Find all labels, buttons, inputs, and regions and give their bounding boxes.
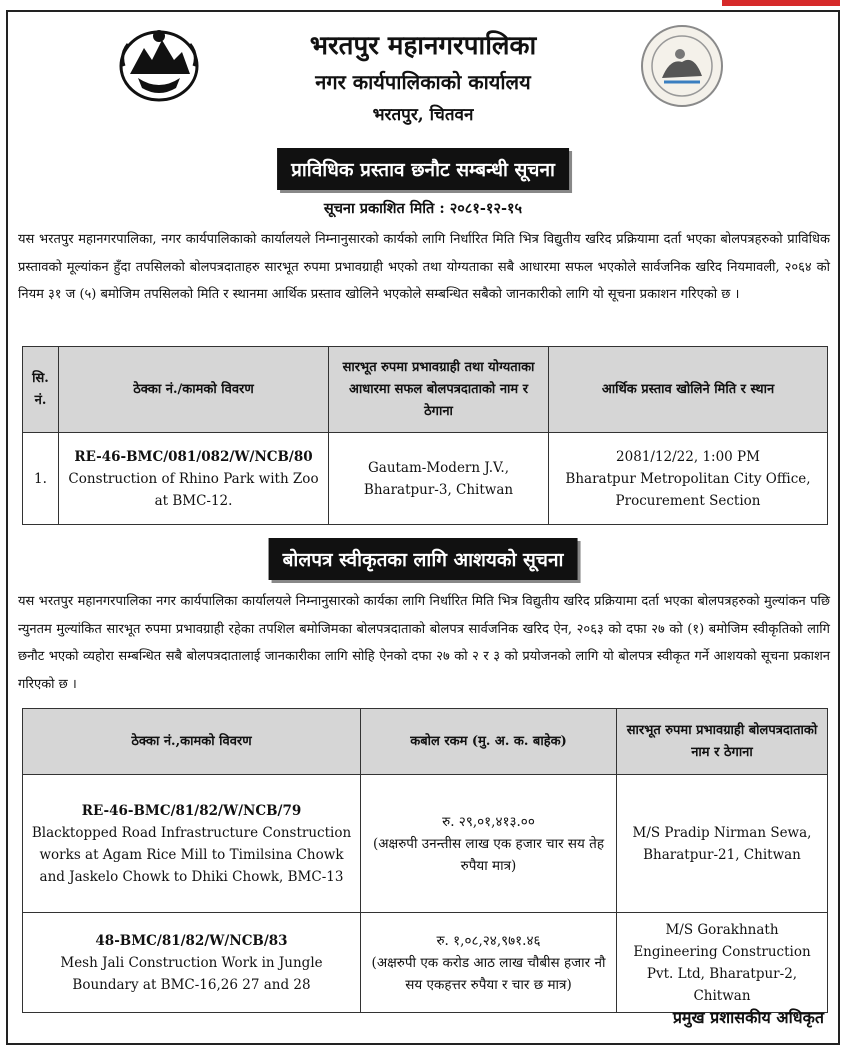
bidder-name-address: M/S Pradip Nirman Sewa, Bharatpur-21, Chitwan: [617, 775, 828, 913]
bid-amount-words: (अक्षरुपी एक करोड आठ लाख चौबीस हजार नौ सय एकहत्तर रुपैया र चार छ मात्र): [371, 954, 606, 993]
contract-number: RE-46-BMC/81/82/W/NCB/79: [81, 802, 302, 819]
col-amount-header: कबोल रकम (मु. अ. क. बाहेक): [361, 709, 617, 775]
col-contract-header: ठेक्का नं.,कामको विवरण: [23, 709, 361, 775]
contract-cell: [23, 913, 361, 1013]
contract-number: 48-BMC/81/82/W/NCB/83: [95, 932, 288, 949]
intent-notice-body: यस भरतपुर महानगरपालिका नगर कार्यपालिका कार्यालयले निम्नानुसारको कार्यका लागि निर्धारित मिति भित्र विद्युतीय खरिद प्रक्रियामा दर्ता भएका बोलपत्रहरुको मुल्यांकन पछि न्युनतम मुल्यांकित सारभूत रुपमा प्रभावग्राही रहेका तपशिल बमोजिमका बोलपत्रदाताको बोलपत्र सार्वजनिक खरिद ऐन, २०६३ को दफा २७ को (१) बमोजिम स्वीकृतिको लागि छनौट भएको व्यहोरा सम्बन्धित सबै बोलपत्रदातालाई जानकारीका लागि सोहि ऐनको दफा २७ को २ र ३ को प्रयोजनको लागि यो बोलपत्र स्वीकृत गर्ने आशयको सूचना प्रकाशन गरिएको छ ।: [18, 594, 830, 692]
technical-proposal-table: [22, 346, 828, 525]
col-contract-header: ठेक्का नं./कामको विवरण: [59, 347, 329, 433]
notice-document: [6, 10, 840, 1045]
bid-amount: रु. १,०८,२४,९७१.४६: [436, 932, 541, 949]
work-description: Blacktopped Road Infrastructure Construction works at Agam Rice Mill to Timilsina Chowk and Jaskelo Chowk to Dhiki Chowk, BMC-13: [31, 824, 352, 885]
office-location: भरतपुर, चितवन: [372, 105, 474, 125]
bid-amount-words: (अक्षरुपी उनन्तीस लाख एक हजार चार सय तेह रुपैया मात्र): [372, 835, 605, 874]
technical-notice-body: यस भरतपुर महानगरपालिका, नगर कार्यपालिकाको कार्यालयले निम्नानुसारको कार्यको लागि निर्धारित मिति भित्र विद्युतीय खरिद प्रक्रियामा दर्ता भएका बोलपत्रहरुको प्राविधिक प्रस्तावको मूल्यांकन हुँदा तपसिलको बोलपत्रदाताहरु सारभूत रुपमा प्रभावग्राही भएको तथा योग्यताका सबै आधारमा सफल भएकोले सार्वजनिक खरिद नियमावली, २०६४ को नियम ३१ ज (५) बमोजिम तपसिलको मिति र स्थानमा आर्थिक प्रस्ताव खोलिने भएकोले सम्बन्धित सबैको जानकारीको लागि यो सूचना प्रकाशन गरिएको छ ।: [18, 232, 830, 302]
intent-award-table: [22, 708, 828, 1013]
bid-amount-cell: [361, 775, 617, 913]
work-description: Mesh Jali Construction Work in Jungle Boundary at BMC-16,26 27 and 28: [60, 954, 323, 993]
bid-amount-cell: [361, 913, 617, 1013]
col-opening-header: आर्थिक प्रस्ताव खोलिने मिति र स्थान: [549, 347, 828, 433]
table-row: [23, 433, 828, 525]
technical-proposal-notice-heading: प्राविधिक प्रस्ताव छनौट सम्बन्धी सूचना: [277, 148, 569, 190]
work-description: Construction of Rhino Park with Zoo at BMC-12.: [68, 470, 319, 509]
serial-number: 1.: [23, 433, 59, 525]
office-title: नगर कार्यपालिकाको कार्यालय: [315, 70, 531, 94]
opening-date: 2081/12/22, 1:00 PM: [616, 448, 760, 465]
header: [8, 12, 838, 144]
table-header-row: [23, 347, 828, 433]
signatory-title: प्रमुख प्रशासकीय अधिकृत: [672, 1008, 824, 1027]
municipality-title: भरतपुर महानगरपालिका: [309, 31, 537, 61]
letter-of-intent-notice-heading: बोलपत्र स्वीकृतका लागि आशयको सूचना: [269, 538, 578, 580]
col-bidder-header: सारभूत रुपमा प्रभावग्राही तथा योग्यताका आधारमा सफल बोलपत्रदाताको नाम र ठेगाना: [329, 347, 549, 433]
contract-cell: [59, 433, 329, 525]
col-serial-header: सि. नं.: [23, 347, 59, 433]
table-row: [23, 913, 828, 1013]
municipality-seal-icon: [640, 24, 724, 108]
published-date: सूचना प्रकाशित मिति : २०८१-१२-१५: [323, 200, 523, 217]
table-row: [23, 775, 828, 913]
top-accent-bar: [722, 0, 840, 6]
contract-cell: [23, 775, 361, 913]
bidder-name-address: M/S Gorakhnath Engineering Construction Pvt. Ltd, Bharatpur-2, Chitwan: [617, 913, 828, 1013]
opening-place: Bharatpur Metropolitan City Office, Procurement Section: [565, 470, 811, 509]
col-bidder-header: सारभूत रुपमा प्रभावग्राही बोलपत्रदाताको नाम र ठेगाना: [617, 709, 828, 775]
bidder-name-address: Gautam-Modern J.V., Bharatpur-3, Chitwan: [329, 433, 549, 525]
bid-amount: रु. २९,०१,४१३.००: [442, 813, 535, 830]
contract-number: RE-46-BMC/081/082/W/NCB/80: [74, 448, 313, 465]
table-header-row: [23, 709, 828, 775]
opening-cell: [549, 433, 828, 525]
